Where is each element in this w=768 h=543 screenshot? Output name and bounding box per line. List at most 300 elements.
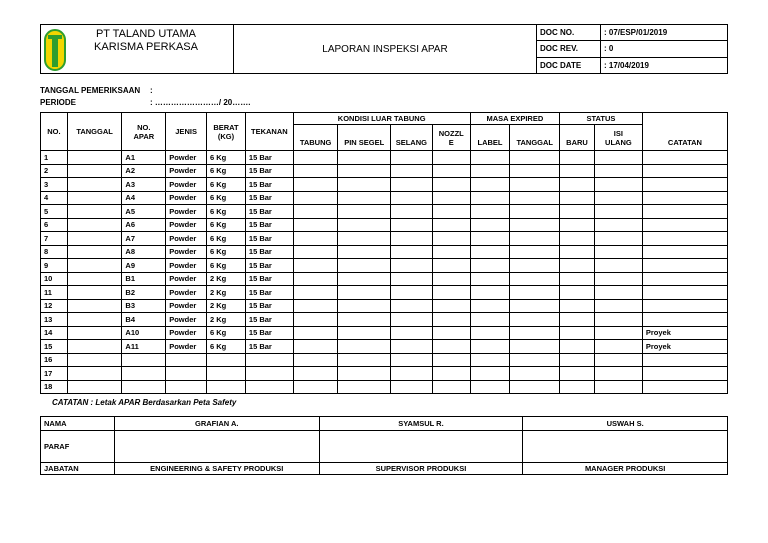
cell-baru[interactable] — [560, 340, 595, 354]
periode-label: PERIODE — [40, 98, 77, 107]
cell-label[interactable] — [470, 205, 510, 219]
table-row — [41, 151, 728, 165]
cell-catatan — [642, 191, 727, 205]
paraf-box[interactable] — [523, 431, 728, 463]
cell-nozzle[interactable] — [432, 178, 470, 192]
doc-rev-value: : 0 — [601, 41, 728, 57]
cell-no-apar: B1 — [122, 272, 166, 286]
cell-nozzle[interactable] — [432, 299, 470, 313]
cell-jenis: Powder — [166, 259, 207, 273]
cell-catatan — [642, 178, 727, 192]
col-tanggal-expired: TANGGAL — [510, 125, 560, 151]
cell-tanggal-expired[interactable] — [510, 218, 560, 232]
cell-tabung[interactable] — [293, 380, 338, 394]
doc-rev-label: DOC REV. — [537, 41, 601, 57]
table-row — [41, 259, 728, 273]
cell-no-apar — [122, 353, 166, 367]
cell-catatan — [642, 218, 727, 232]
cell-tabung[interactable] — [293, 367, 338, 381]
cell-tabung[interactable] — [293, 178, 338, 192]
cell-tanggal-expired[interactable] — [510, 313, 560, 327]
table-row — [41, 286, 728, 300]
cell-tekanan: 15 Bar — [245, 259, 293, 273]
col-tanggal: TANGGAL — [67, 113, 122, 151]
cell-berat — [207, 367, 246, 381]
cell-nozzle[interactable] — [432, 151, 470, 165]
cell-catatan — [642, 205, 727, 219]
cell-tanggal-expired[interactable] — [510, 286, 560, 300]
cell-selang[interactable] — [390, 326, 432, 340]
cell-tanggal[interactable] — [67, 353, 122, 367]
cell-berat: 6 Kg — [207, 259, 246, 273]
cell-berat: 6 Kg — [207, 178, 246, 192]
cell-tekanan: 15 Bar — [245, 272, 293, 286]
cell-label[interactable] — [470, 299, 510, 313]
company-logo-icon — [44, 29, 66, 71]
cell-tanggal-expired[interactable] — [510, 326, 560, 340]
cell-tabung[interactable] — [293, 151, 338, 165]
row-no: 7 — [41, 232, 68, 246]
col-catatan: CATATAN — [642, 113, 727, 151]
cell-no-apar — [122, 380, 166, 394]
cell-pin-segel[interactable] — [338, 326, 390, 340]
table-row — [41, 232, 728, 246]
cell-baru[interactable] — [560, 191, 595, 205]
cell-selang[interactable] — [390, 367, 432, 381]
cell-no-apar: A6 — [122, 218, 166, 232]
cell-label[interactable] — [470, 245, 510, 259]
cell-baru[interactable] — [560, 164, 595, 178]
cell-jenis: Powder — [166, 191, 207, 205]
cell-nozzle[interactable] — [432, 353, 470, 367]
table-row — [41, 340, 728, 354]
cell-tabung[interactable] — [293, 232, 338, 246]
cell-tanggal[interactable] — [67, 245, 122, 259]
cell-berat — [207, 380, 246, 394]
cell-pin-segel[interactable] — [338, 380, 390, 394]
jabatan-label: JABATAN — [41, 463, 115, 475]
cell-tanggal-expired[interactable] — [510, 245, 560, 259]
cell-tekanan — [245, 353, 293, 367]
row-no: 14 — [41, 326, 68, 340]
cell-tanggal[interactable] — [67, 326, 122, 340]
col-isi-ulang: ISI ULANG — [594, 125, 642, 151]
cell-nozzle[interactable] — [432, 367, 470, 381]
cell-no-apar: A2 — [122, 164, 166, 178]
cell-baru[interactable] — [560, 380, 595, 394]
cell-no-apar: B2 — [122, 286, 166, 300]
table-row — [41, 299, 728, 313]
document-title: LAPORAN INSPEKSI APAR — [234, 25, 537, 74]
cell-pin-segel[interactable] — [338, 313, 390, 327]
col-baru: BARU — [560, 125, 595, 151]
cell-selang[interactable] — [390, 380, 432, 394]
cell-selang[interactable] — [390, 164, 432, 178]
cell-tanggal[interactable] — [67, 259, 122, 273]
cell-baru[interactable] — [560, 151, 595, 165]
cell-selang[interactable] — [390, 259, 432, 273]
cell-baru[interactable] — [560, 353, 595, 367]
col-pin-segel: PIN SEGEL — [338, 125, 390, 151]
signer-name: USWAH S. — [523, 417, 728, 431]
cell-tanggal-expired[interactable] — [510, 232, 560, 246]
cell-no-apar: A7 — [122, 232, 166, 246]
cell-selang[interactable] — [390, 286, 432, 300]
cell-tekanan: 15 Bar — [245, 164, 293, 178]
signer-name: SYAMSUL R. — [319, 417, 523, 431]
cell-tekanan: 15 Bar — [245, 191, 293, 205]
cell-selang[interactable] — [390, 272, 432, 286]
cell-tekanan: 15 Bar — [245, 218, 293, 232]
cell-berat: 6 Kg — [207, 205, 246, 219]
cell-label[interactable] — [470, 380, 510, 394]
nama-label: NAMA — [41, 417, 115, 431]
col-kondisi-luar-tabung: KONDISI LUAR TABUNG — [293, 113, 470, 125]
cell-baru[interactable] — [560, 299, 595, 313]
cell-berat: 6 Kg — [207, 191, 246, 205]
cell-tabung[interactable] — [293, 272, 338, 286]
cell-tekanan: 15 Bar — [245, 205, 293, 219]
cell-tanggal-expired[interactable] — [510, 367, 560, 381]
cell-baru[interactable] — [560, 367, 595, 381]
cell-jenis: Powder — [166, 313, 207, 327]
cell-catatan — [642, 272, 727, 286]
cell-baru[interactable] — [560, 272, 595, 286]
cell-nozzle[interactable] — [432, 232, 470, 246]
cell-tabung[interactable] — [293, 313, 338, 327]
cell-jenis: Powder — [166, 272, 207, 286]
cell-baru[interactable] — [560, 218, 595, 232]
cell-pin-segel[interactable] — [338, 245, 390, 259]
cell-baru[interactable] — [560, 178, 595, 192]
cell-catatan: Proyek — [642, 326, 727, 340]
cell-jenis: Powder — [166, 326, 207, 340]
cell-tanggal-expired[interactable] — [510, 353, 560, 367]
cell-nozzle[interactable] — [432, 340, 470, 354]
inspection-table — [40, 112, 728, 394]
cell-label[interactable] — [470, 218, 510, 232]
cell-nozzle[interactable] — [432, 286, 470, 300]
col-no: NO. — [41, 113, 68, 151]
cell-tanggal[interactable] — [67, 340, 122, 354]
col-label: LABEL — [470, 125, 510, 151]
cell-tanggal[interactable] — [67, 380, 122, 394]
cell-isi-ulang[interactable] — [594, 218, 642, 232]
company-cell — [41, 25, 234, 74]
cell-pin-segel[interactable] — [338, 367, 390, 381]
row-no: 18 — [41, 380, 68, 394]
paraf-box[interactable] — [114, 431, 319, 463]
cell-nozzle[interactable] — [432, 205, 470, 219]
cell-catatan — [642, 299, 727, 313]
cell-baru[interactable] — [560, 326, 595, 340]
cell-no-apar: A5 — [122, 205, 166, 219]
cell-label[interactable] — [470, 326, 510, 340]
cell-tabung[interactable] — [293, 326, 338, 340]
col-nozzle: NOZZL E — [432, 125, 470, 151]
cell-jenis: Powder — [166, 164, 207, 178]
cell-isi-ulang[interactable] — [594, 340, 642, 354]
cell-isi-ulang[interactable] — [594, 232, 642, 246]
cell-catatan — [642, 353, 727, 367]
cell-tekanan: 15 Bar — [245, 313, 293, 327]
paraf-box[interactable] — [319, 431, 523, 463]
cell-berat — [207, 353, 246, 367]
cell-tekanan: 15 Bar — [245, 286, 293, 300]
cell-selang[interactable] — [390, 205, 432, 219]
col-masa-expired: MASA EXPIRED — [470, 113, 559, 125]
cell-jenis: Powder — [166, 232, 207, 246]
cell-isi-ulang[interactable] — [594, 326, 642, 340]
cell-isi-ulang[interactable] — [594, 205, 642, 219]
cell-no-apar — [122, 367, 166, 381]
cell-pin-segel[interactable] — [338, 286, 390, 300]
cell-jenis: Powder — [166, 218, 207, 232]
cell-selang[interactable] — [390, 151, 432, 165]
row-no: 2 — [41, 164, 68, 178]
col-tekanan: TEKANAN — [245, 113, 293, 151]
cell-tanggal[interactable] — [67, 232, 122, 246]
cell-catatan — [642, 380, 727, 394]
cell-catatan: Proyek — [642, 340, 727, 354]
cell-isi-ulang[interactable] — [594, 367, 642, 381]
cell-no-apar: B3 — [122, 299, 166, 313]
row-no: 5 — [41, 205, 68, 219]
cell-selang[interactable] — [390, 218, 432, 232]
cell-pin-segel[interactable] — [338, 164, 390, 178]
cell-label[interactable] — [470, 367, 510, 381]
cell-pin-segel[interactable] — [338, 218, 390, 232]
cell-isi-ulang[interactable] — [594, 151, 642, 165]
cell-catatan — [642, 313, 727, 327]
cell-label[interactable] — [470, 286, 510, 300]
row-no: 10 — [41, 272, 68, 286]
row-no: 8 — [41, 245, 68, 259]
cell-pin-segel[interactable] — [338, 178, 390, 192]
cell-tanggal[interactable] — [67, 205, 122, 219]
cell-tabung[interactable] — [293, 299, 338, 313]
table-row — [41, 367, 728, 381]
cell-catatan — [642, 164, 727, 178]
company-name-line1: PT TALAND UTAMA — [95, 28, 197, 40]
cell-nozzle[interactable] — [432, 259, 470, 273]
cell-tabung[interactable] — [293, 205, 338, 219]
table-row — [41, 353, 728, 367]
cell-tanggal-expired[interactable] — [510, 164, 560, 178]
row-no: 11 — [41, 286, 68, 300]
cell-selang[interactable] — [390, 232, 432, 246]
col-jenis: JENIS — [166, 113, 207, 151]
table-row — [41, 205, 728, 219]
cell-tanggal[interactable] — [67, 178, 122, 192]
cell-tanggal[interactable] — [67, 286, 122, 300]
cell-tabung[interactable] — [293, 218, 338, 232]
cell-isi-ulang[interactable] — [594, 380, 642, 394]
cell-tanggal-expired[interactable] — [510, 191, 560, 205]
cell-selang[interactable] — [390, 178, 432, 192]
cell-tekanan — [245, 367, 293, 381]
cell-pin-segel[interactable] — [338, 272, 390, 286]
cell-label[interactable] — [470, 353, 510, 367]
cell-baru[interactable] — [560, 232, 595, 246]
col-status: STATUS — [560, 113, 643, 125]
cell-pin-segel[interactable] — [338, 299, 390, 313]
cell-catatan — [642, 245, 727, 259]
cell-baru[interactable] — [560, 205, 595, 219]
cell-jenis — [166, 380, 207, 394]
cell-baru[interactable] — [560, 313, 595, 327]
cell-tanggal[interactable] — [67, 313, 122, 327]
cell-isi-ulang[interactable] — [594, 272, 642, 286]
cell-no-apar: B4 — [122, 313, 166, 327]
row-no: 17 — [41, 367, 68, 381]
row-no: 12 — [41, 299, 68, 313]
cell-label[interactable] — [470, 151, 510, 165]
cell-tanggal-expired[interactable] — [510, 272, 560, 286]
cell-selang[interactable] — [390, 191, 432, 205]
cell-label[interactable] — [470, 191, 510, 205]
cell-selang[interactable] — [390, 313, 432, 327]
cell-catatan — [642, 259, 727, 273]
cell-catatan — [642, 232, 727, 246]
cell-isi-ulang[interactable] — [594, 313, 642, 327]
col-tabung: TABUNG — [293, 125, 338, 151]
cell-berat: 6 Kg — [207, 218, 246, 232]
cell-no-apar: A8 — [122, 245, 166, 259]
table-row — [41, 272, 728, 286]
cell-tanggal-expired[interactable] — [510, 259, 560, 273]
row-no: 4 — [41, 191, 68, 205]
cell-jenis: Powder — [166, 340, 207, 354]
cell-tabung[interactable] — [293, 340, 338, 354]
cell-pin-segel[interactable] — [338, 205, 390, 219]
cell-isi-ulang[interactable] — [594, 178, 642, 192]
col-no-apar: NO. APAR — [122, 113, 166, 151]
cell-berat: 6 Kg — [207, 245, 246, 259]
cell-isi-ulang[interactable] — [594, 245, 642, 259]
cell-berat: 6 Kg — [207, 232, 246, 246]
cell-catatan — [642, 151, 727, 165]
cell-isi-ulang[interactable] — [594, 286, 642, 300]
cell-label[interactable] — [470, 259, 510, 273]
cell-isi-ulang[interactable] — [594, 191, 642, 205]
cell-pin-segel[interactable] — [338, 151, 390, 165]
cell-tanggal[interactable] — [67, 191, 122, 205]
cell-tabung[interactable] — [293, 245, 338, 259]
cell-tekanan: 15 Bar — [245, 178, 293, 192]
cell-tabung[interactable] — [293, 353, 338, 367]
cell-pin-segel[interactable] — [338, 232, 390, 246]
cell-nozzle[interactable] — [432, 218, 470, 232]
cell-tanggal[interactable] — [67, 367, 122, 381]
cell-tanggal-expired[interactable] — [510, 299, 560, 313]
cell-label[interactable] — [470, 272, 510, 286]
cell-tanggal-expired[interactable] — [510, 205, 560, 219]
cell-tanggal[interactable] — [67, 218, 122, 232]
cell-nozzle[interactable] — [432, 272, 470, 286]
cell-nozzle[interactable] — [432, 313, 470, 327]
doc-no-label: DOC NO. — [537, 25, 601, 41]
table-row — [41, 245, 728, 259]
cell-tekanan: 15 Bar — [245, 326, 293, 340]
table-row — [41, 380, 728, 394]
cell-tabung[interactable] — [293, 259, 338, 273]
cell-selang[interactable] — [390, 299, 432, 313]
table-row — [41, 178, 728, 192]
cell-no-apar: A1 — [122, 151, 166, 165]
signer-title: ENGINEERING & SAFETY PRODUKSI — [114, 463, 319, 475]
cell-selang[interactable] — [390, 340, 432, 354]
cell-label[interactable] — [470, 178, 510, 192]
doc-date-value: : 17/04/2019 — [601, 57, 728, 73]
cell-label[interactable] — [470, 164, 510, 178]
cell-berat: 6 Kg — [207, 326, 246, 340]
cell-tanggal[interactable] — [67, 164, 122, 178]
cell-no-apar: A11 — [122, 340, 166, 354]
cell-berat: 6 Kg — [207, 164, 246, 178]
cell-isi-ulang[interactable] — [594, 259, 642, 273]
tanggal-pemeriksaan-value: : — [150, 86, 153, 95]
cell-selang[interactable] — [390, 353, 432, 367]
cell-tekanan: 15 Bar — [245, 232, 293, 246]
tanggal-pemeriksaan-label: TANGGAL PEMERIKSAAN — [40, 86, 141, 95]
cell-nozzle[interactable] — [432, 326, 470, 340]
cell-tanggal-expired[interactable] — [510, 380, 560, 394]
row-no: 3 — [41, 178, 68, 192]
cell-tanggal[interactable] — [67, 272, 122, 286]
cell-jenis — [166, 353, 207, 367]
cell-jenis: Powder — [166, 245, 207, 259]
cell-isi-ulang[interactable] — [594, 299, 642, 313]
cell-selang[interactable] — [390, 245, 432, 259]
cell-jenis: Powder — [166, 151, 207, 165]
cell-pin-segel[interactable] — [338, 340, 390, 354]
cell-baru[interactable] — [560, 259, 595, 273]
cell-pin-segel[interactable] — [338, 191, 390, 205]
cell-tanggal-expired[interactable] — [510, 340, 560, 354]
cell-label[interactable] — [470, 232, 510, 246]
row-no: 9 — [41, 259, 68, 273]
cell-tanggal-expired[interactable] — [510, 151, 560, 165]
company-name-line2: KARISMA PERKASA — [94, 41, 198, 53]
cell-nozzle[interactable] — [432, 380, 470, 394]
cell-jenis: Powder — [166, 299, 207, 313]
cell-pin-segel[interactable] — [338, 353, 390, 367]
cell-isi-ulang[interactable] — [594, 353, 642, 367]
cell-tanggal-expired[interactable] — [510, 178, 560, 192]
cell-isi-ulang[interactable] — [594, 164, 642, 178]
cell-nozzle[interactable] — [432, 245, 470, 259]
cell-tabung[interactable] — [293, 286, 338, 300]
cell-nozzle[interactable] — [432, 191, 470, 205]
cell-berat: 6 Kg — [207, 151, 246, 165]
cell-tabung[interactable] — [293, 164, 338, 178]
cell-baru[interactable] — [560, 286, 595, 300]
cell-baru[interactable] — [560, 245, 595, 259]
cell-tekanan: 15 Bar — [245, 245, 293, 259]
row-no: 15 — [41, 340, 68, 354]
cell-tanggal[interactable] — [67, 151, 122, 165]
cell-nozzle[interactable] — [432, 164, 470, 178]
cell-berat: 2 Kg — [207, 313, 246, 327]
cell-pin-segel[interactable] — [338, 259, 390, 273]
cell-label[interactable] — [470, 340, 510, 354]
cell-label[interactable] — [470, 313, 510, 327]
catatan-note: CATATAN : Letak APAR Berdasarkan Peta Safety — [52, 398, 237, 407]
cell-tanggal[interactable] — [67, 299, 122, 313]
cell-tekanan: 15 Bar — [245, 151, 293, 165]
cell-tabung[interactable] — [293, 191, 338, 205]
